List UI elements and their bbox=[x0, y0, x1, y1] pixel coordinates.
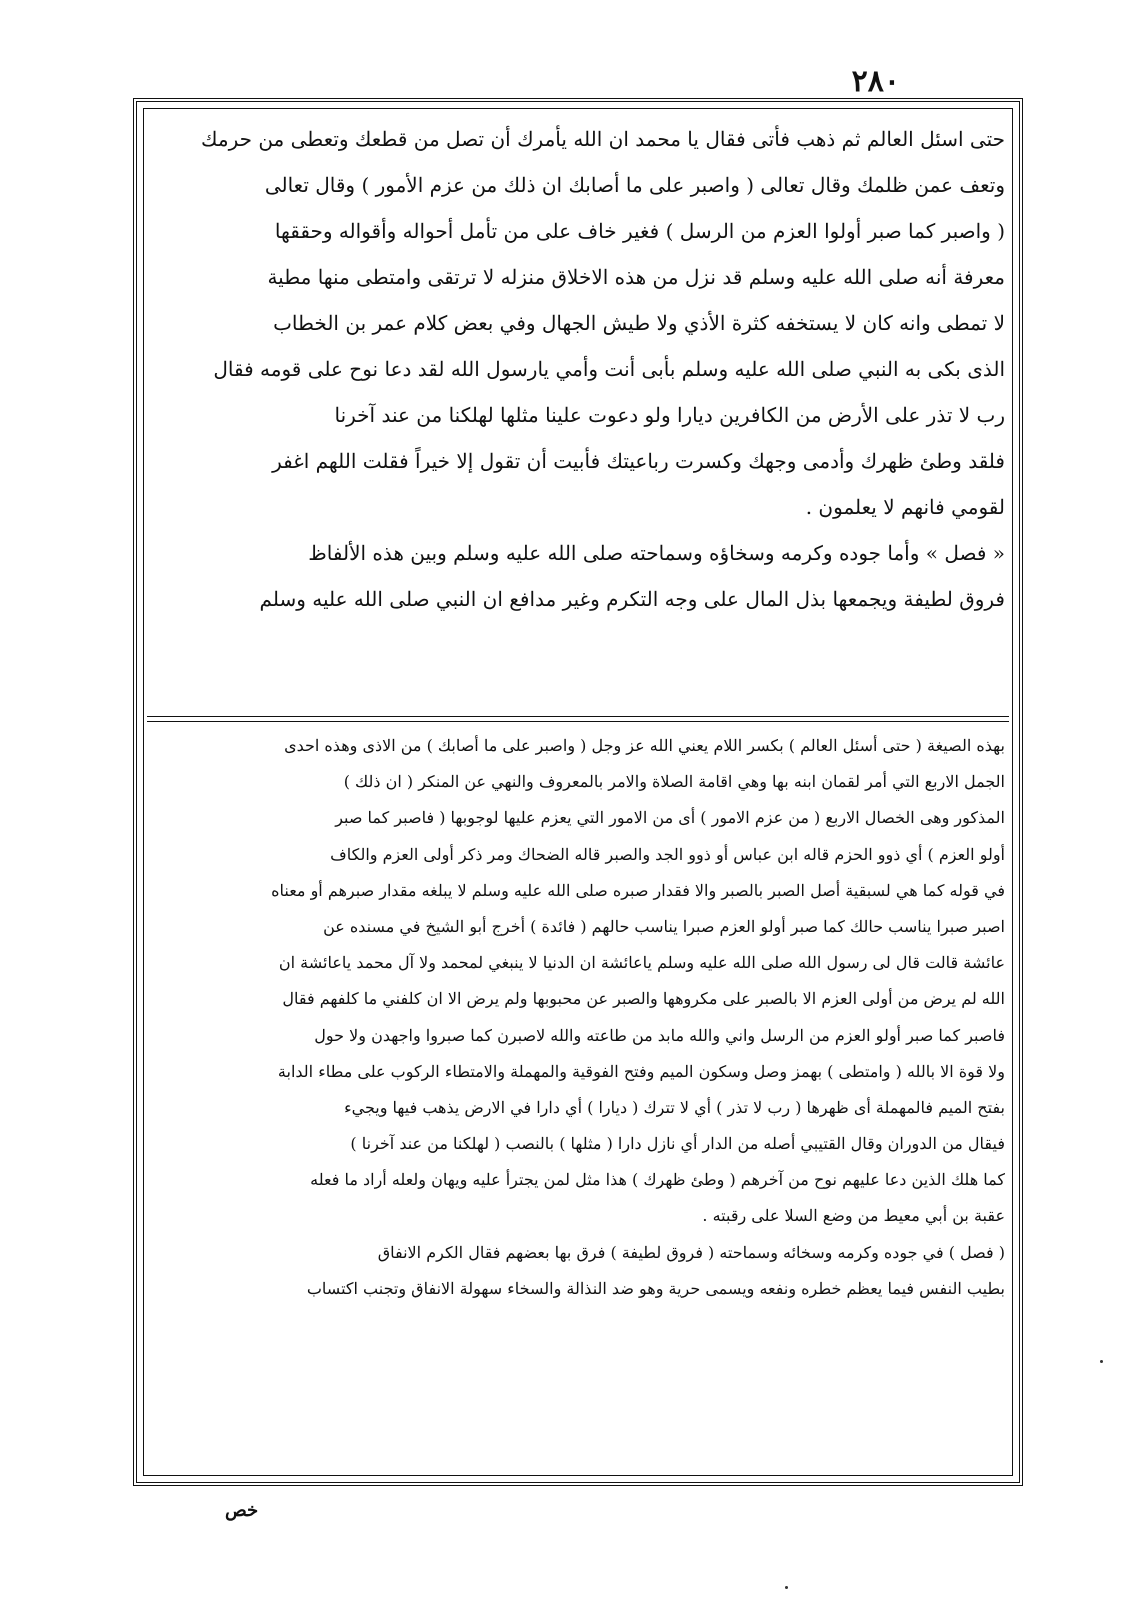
main-text-line: فلقد وطئ ظهرك وأدمى وجهك وكسرت رباعيتك فأبيت أن تقول إلا خيراً فقلت اللهم اغفر bbox=[272, 449, 1005, 473]
commentary-line: بهذه الصيغة ( حتى أسئل العالم ) بكسر اللام يعني الله عز وجل ( واصبر على ما أصابك ) من الاذى وهذه احدى bbox=[284, 736, 1005, 755]
commentary-line: فاصبر كما صبر أولو العزم من الرسل واني والله مابد من طاعته والله لاصبرن كما صبروا واجهدن ولا حول bbox=[314, 1025, 1005, 1045]
page-number: ٢٨٠ bbox=[851, 64, 900, 99]
commentary-line: في قوله كما هي لسبقية أصل الصبر بالصبر والا فقدار صبره صلى الله عليه وسلم لا يبلغه مقدار صبرهم أو معناه bbox=[271, 880, 1005, 900]
section-divider bbox=[147, 716, 1009, 722]
main-text-line: الذى بكى به النبي صلى الله عليه وسلم بأبى أنت وأمي يارسول الله لقد دعا نوح على قومه فقال bbox=[213, 357, 1005, 381]
commentary-line: أولو العزم ) أي ذوو الحزم قاله ابن عباس أو ذوو الجد والصبر قاله الضحاك ومر ذكر أولى العزم والكاف bbox=[330, 844, 1005, 864]
printer-signature: خص bbox=[225, 1500, 259, 1521]
main-text-line: رب لا تذر على الأرض من الكافرين ديارا ولو دعوت علينا مثلها لهلكنا من عند آخرنا bbox=[334, 403, 1005, 427]
commentary-text bbox=[151, 728, 1005, 1307]
main-text-line: « فصل » وأما جوده وكرمه وسخاؤه وسماحته صلى الله عليه وسلم وبين هذه الألفاظ bbox=[308, 541, 1005, 565]
main-text-line: معرفة أنه صلى الله عليه وسلم قد نزل من هذه الاخلاق منزله لا ترتقى وامتطى منها مطية bbox=[267, 265, 1005, 289]
main-text bbox=[151, 116, 1005, 622]
scan-speck bbox=[785, 1586, 788, 1589]
commentary-line: المذكور وهى الخصال الاربع ( من عزم الامور ) أى من الامور التي يعزم عليها لوجوبها ( فاصبر كما صبر bbox=[335, 808, 1005, 828]
commentary-line: ولا قوة الا بالله ( وامتطى ) بهمز وصل وسكون الميم وفتح الفوقية والمهملة والامتطاء الركوب على مطاء الدابة bbox=[277, 1061, 1005, 1081]
main-text-line: وتعف عمن ظلمك وقال تعالى ( واصبر على ما أصابك ان ذلك من عزم الأمور ) وقال تعالى bbox=[264, 173, 1005, 197]
commentary-line: اصبر صبرا يناسب حالك كما صبر أولو العزم صبرا يناسب حالهم ( فائدة ) أخرج أبو الشيخ في مسنده عن bbox=[323, 916, 1005, 936]
commentary-line: فيقال من الدوران وقال القتيبي أصله من الدار أي نازل دارا ( مثلها ) بالنصب ( لهلكنا من عند آخرنا ) bbox=[350, 1134, 1005, 1154]
main-text-line: ( واصبر كما صبر أولوا العزم من الرسل ) فغير خاف على من تأمل أحواله وأقواله وحققها bbox=[274, 219, 1005, 243]
commentary-line: ( فصل ) في جوده وكرمه وسخائه وسماحته ( فروق لطيفة ) فرق بها بعضهم فقال الكرم الانفاق bbox=[377, 1242, 1005, 1262]
page-frame bbox=[133, 98, 1023, 1486]
main-text-line: حتى اسئل العالم ثم ذهب فأتى فقال يا محمد ان الله يأمرك أن تصل من قطعك وتعطى من حرمك bbox=[201, 127, 1005, 151]
commentary-line: عقبة بن أبي معيط من وضع السلا على رقبته . bbox=[702, 1206, 1005, 1226]
commentary-line: الله لم يرض من أولى العزم الا بالصبر على مكروهها والصبر عن محبوبها ولم يرض الا ان كلفني ما كلفهم فقال bbox=[282, 989, 1005, 1009]
commentary-line: كما هلك الذين دعا عليهم نوح من آخرهم ( وطئ ظهرك ) هذا مثل لمن يجترأ عليه ويهان ولعله أراد ما فعله bbox=[310, 1170, 1005, 1190]
commentary-line: بفتح الميم فالمهملة أى ظهرها ( رب لا تذر ) أي لا تترك ( ديارا ) أي دارا في الارض يذهب فيها ويجيء bbox=[344, 1097, 1005, 1117]
main-text-line: لقومي فانهم لا يعلمون . bbox=[805, 495, 1005, 519]
commentary-line: الجمل الاربع التي أمر لقمان ابنه بها وهي اقامة الصلاة والامر بالمعروف والنهي عن المنكر ( ان ذلك ) bbox=[343, 772, 1005, 792]
scan-speck bbox=[1100, 1360, 1103, 1363]
commentary-line: بطيب النفس فيما يعظم خطره ونفعه ويسمى حرية وهو ضد النذالة والسخاء سهولة الانفاق وتجنب اكتساب bbox=[306, 1278, 1005, 1298]
main-text-line: فروق لطيفة ويجمعها بذل المال على وجه التكرم وغير مدافع ان النبي صلى الله عليه وسلم bbox=[259, 587, 1005, 611]
main-text-line: لا تمطى وانه كان لا يستخفه كثرة الأذي ولا طيش الجهال وفي بعض كلام عمر بن الخطاب bbox=[273, 311, 1005, 335]
commentary-line: عائشة قالت قال لى رسول الله صلى الله عليه وسلم ياعائشة ان الدنيا لا ينبغي لمحمد ولا آل محمد ياعائشة ان bbox=[278, 953, 1005, 973]
